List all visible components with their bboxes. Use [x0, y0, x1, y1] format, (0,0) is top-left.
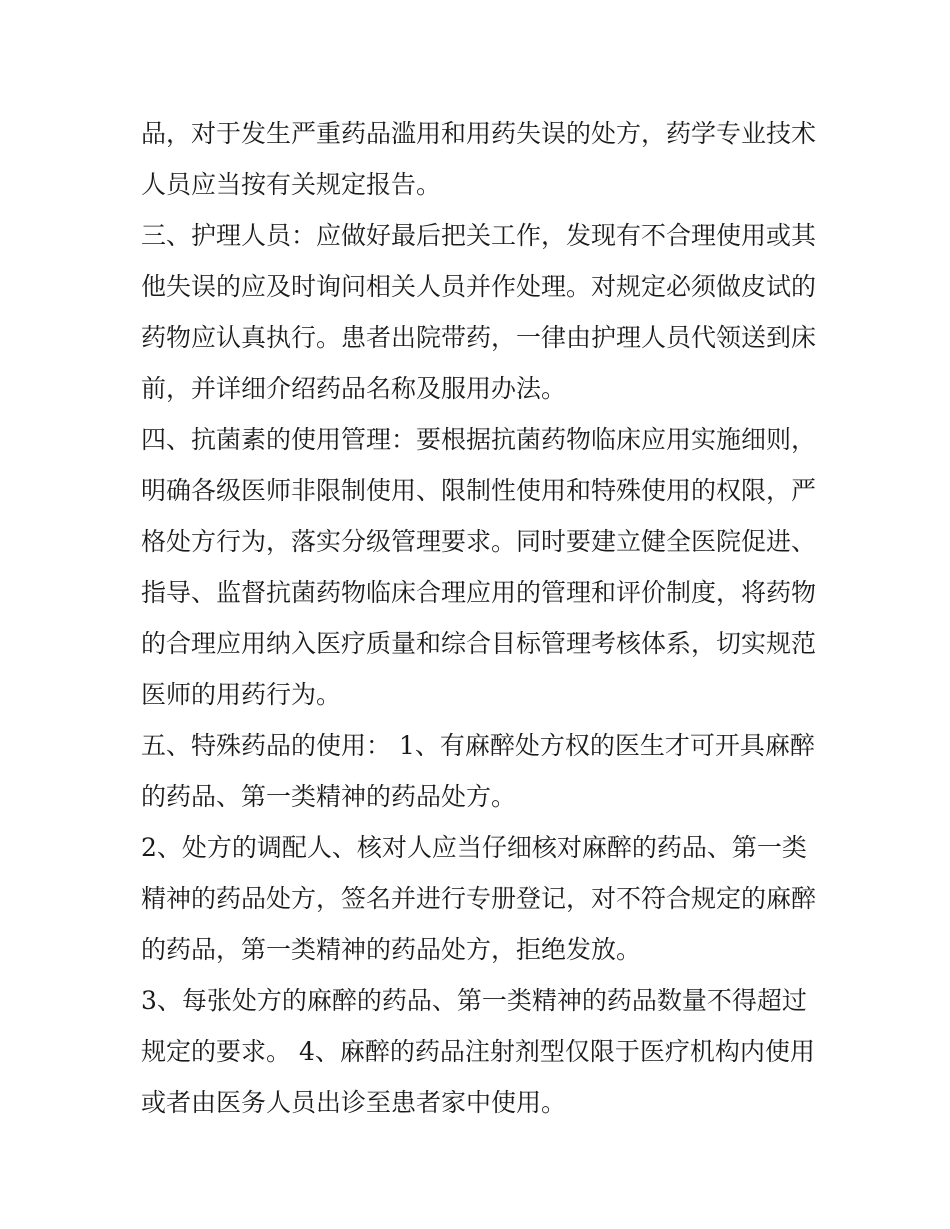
text-line: 规定的要求。 4、麻醉的药品注射剂型仅限于医疗机构内使用 [141, 1037, 815, 1066]
text-line: 医师的用药行为。 [141, 680, 342, 709]
text-line: 指导、监督抗菌药物临床合理应用的管理和评价制度，将药物 [141, 578, 817, 607]
text-line: 或者由医务人员出诊至患者家中使用。 [141, 1088, 567, 1117]
body-text [141, 108, 831, 1128]
text-line: 3、每张处方的麻醉的药品、第一类精神的药品数量不得超过 [141, 986, 807, 1015]
text-line: 五、特殊药品的使用： 1、有麻醉处方权的医生才可开具麻醉 [141, 731, 815, 760]
text-line: 三、护理人员：应做好最后把关工作，发现有不合理使用或其 [141, 221, 817, 250]
text-line: 他失误的应及时询问相关人员并作处理。对规定必须做皮试的 [141, 272, 817, 301]
text-line: 明确各级医师非限制使用、限制性使用和特殊使用的权限，严 [141, 476, 817, 505]
text-line: 品，对于发生严重药品滥用和用药失误的处方，药学专业技术 [141, 119, 817, 148]
text-line: 的药品、第一类精神的药品处方。 [141, 782, 517, 811]
text-line: 的药品，第一类精神的药品处方，拒绝发放。 [141, 935, 642, 964]
text-line: 人员应当按有关规定报告。 [141, 170, 442, 199]
text-line: 格处方行为，落实分级管理要求。同时要建立健全医院促进、 [141, 527, 817, 556]
text-line: 前，并详细介绍药品名称及服用办法。 [141, 374, 567, 403]
text-line: 药物应认真执行。患者出院带药，一律由护理人员代领送到床 [141, 323, 817, 352]
text-line: 2、处方的调配人、核对人应当仔细核对麻醉的药品、第一类 [141, 833, 807, 862]
text-line: 精神的药品处方，签名并进行专册登记，对不符合规定的麻醉 [141, 884, 817, 913]
text-line: 的合理应用纳入医疗质量和综合目标管理考核体系，切实规范 [141, 629, 817, 658]
text-line: 四、抗菌素的使用管理：要根据抗菌药物临床应用实施细则， [141, 425, 817, 454]
